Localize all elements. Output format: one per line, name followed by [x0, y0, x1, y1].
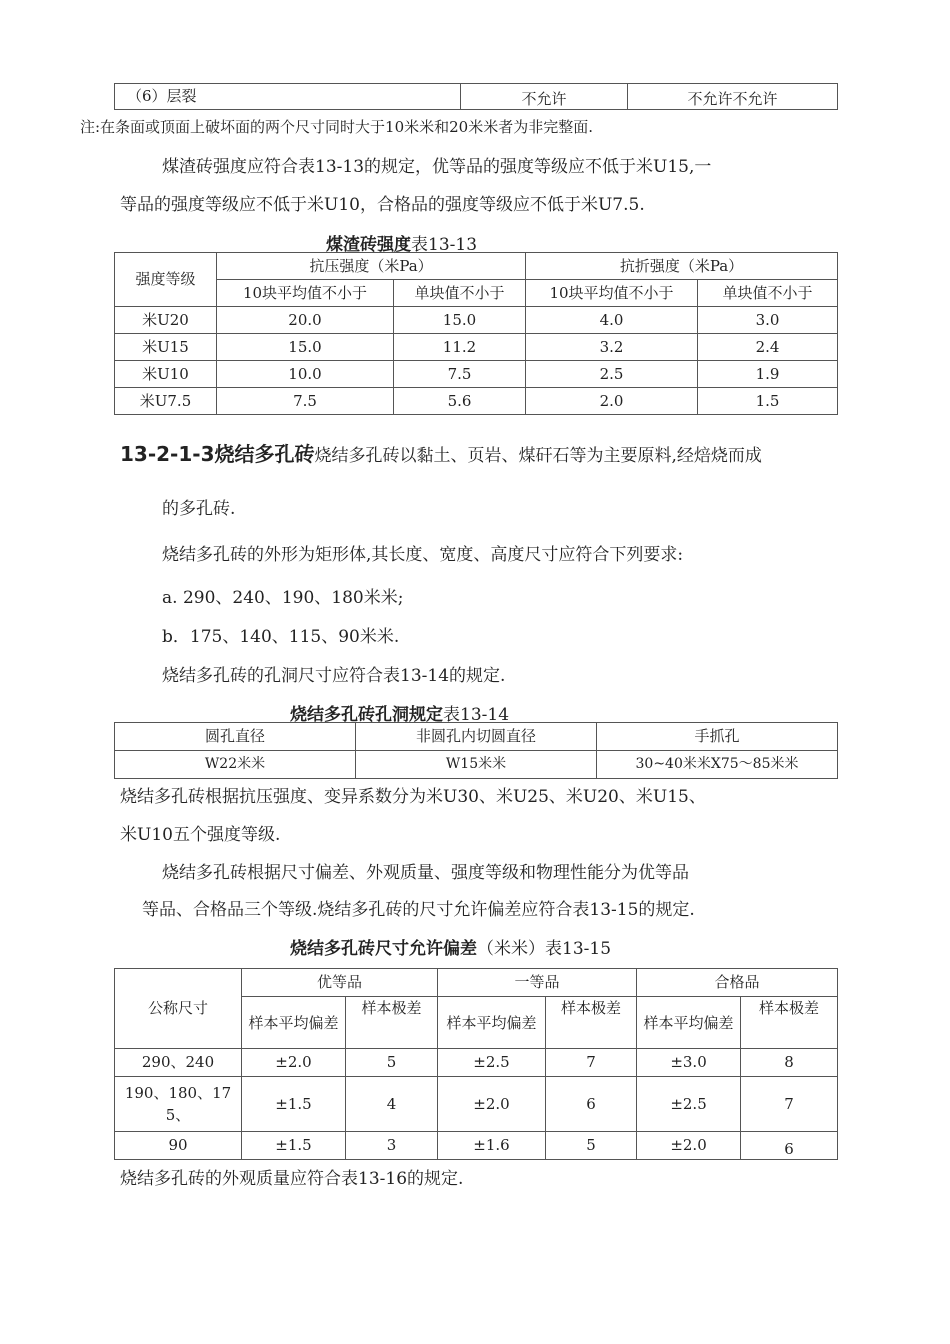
- para2: 烧结多孔砖的外形为矩形体,其长度、宽度、高度尺寸应符合下列要求:: [162, 545, 684, 565]
- cell: 15.0: [394, 307, 526, 334]
- cell: ±1.6: [438, 1132, 546, 1160]
- cell: ±2.5: [438, 1049, 546, 1077]
- para5-line2: 等品、合格品三个等级.烧结多孔砖的尺寸允许偏差应符合表13-15的规定.: [142, 900, 695, 920]
- table-13-14: [114, 722, 838, 779]
- header-grade-qualified: 合格品: [637, 969, 838, 997]
- header-cell: 非圆孔内切圆直径: [356, 723, 597, 751]
- cell: 3: [346, 1132, 438, 1160]
- cell: ±3.0: [637, 1049, 741, 1077]
- caption-rest: （米米）表13-15: [477, 939, 612, 959]
- cell: 3.2: [526, 334, 698, 361]
- header-single: 单块值不小于: [698, 280, 838, 307]
- header-range: 样本极差: [741, 997, 838, 1049]
- cell: 7.5: [217, 388, 394, 415]
- para3: 烧结多孔砖的孔洞尺寸应符合表13-14的规定.: [162, 666, 506, 686]
- cell: 2.4: [698, 334, 838, 361]
- header-cell: 圆孔直径: [115, 723, 356, 751]
- caption-bold: 烧结多孔砖尺寸允许偏差: [290, 939, 477, 959]
- cell: ±2.0: [438, 1077, 546, 1132]
- header-avg: 样本平均偏差: [438, 997, 546, 1049]
- header-cell: 手抓孔: [597, 723, 838, 751]
- cell: ±1.5: [242, 1077, 346, 1132]
- cell: 6: [546, 1077, 637, 1132]
- header-nominal: 公称尺寸: [115, 969, 242, 1049]
- list-item-b: b．175、140、115、90米米.: [162, 627, 400, 647]
- cell: W15米米: [356, 751, 597, 779]
- cell: 米U10: [115, 361, 217, 388]
- section-13-2-1-3: [120, 438, 762, 467]
- cell: 2.0: [526, 388, 698, 415]
- cell: 3.0: [698, 307, 838, 334]
- note: 注:在条面或顶面上破坏面的两个尺寸同时大于10米米和20米米者为非完整面.: [80, 118, 593, 136]
- cell: 5: [546, 1132, 637, 1160]
- cell: 1.5: [698, 388, 838, 415]
- header-grade-superior: 优等品: [242, 969, 438, 997]
- caption-bold: 烧结多孔砖孔洞规定: [290, 705, 443, 725]
- header-grade: 强度等级: [115, 253, 217, 307]
- cell: ±1.5: [242, 1132, 346, 1160]
- table-13-15-caption: [290, 934, 611, 959]
- cell: ±2.0: [637, 1132, 741, 1160]
- top-table-cell: （6）层裂: [115, 84, 461, 110]
- para4-line2: 米U10五个强度等级.: [120, 825, 281, 845]
- cell: 8: [741, 1049, 838, 1077]
- caption-rest: 表13-14: [443, 705, 510, 725]
- top-table-cell: 不允许: [461, 84, 628, 110]
- cell: 5: [346, 1049, 438, 1077]
- table-row: [115, 751, 838, 779]
- cell: 米U20: [115, 307, 217, 334]
- cell: 4: [346, 1077, 438, 1132]
- cell: ±2.0: [242, 1049, 346, 1077]
- table-row: [115, 1132, 838, 1160]
- cell: 10.0: [217, 361, 394, 388]
- table-row: [115, 307, 838, 334]
- caption-rest: 表13-13: [411, 235, 478, 255]
- section-text: 烧结多孔砖以黏土、页岩、煤矸石等为主要原料,经焙烧而成: [314, 446, 762, 466]
- section-heading: 13-2-1-3烧结多孔砖: [120, 442, 315, 466]
- cell: 90: [115, 1132, 242, 1160]
- cell: 7: [546, 1049, 637, 1077]
- header-avg: 10块平均值不小于: [217, 280, 394, 307]
- para1-line2: 等品的强度等级应不低于米U10，合格品的强度等级应不低于米U7.5.: [120, 195, 645, 215]
- header-flexural: 抗折强度（米Pa）: [526, 253, 838, 280]
- header-range: 样本极差: [346, 997, 438, 1049]
- cell: 米U15: [115, 334, 217, 361]
- header-avg: 样本平均偏差: [242, 997, 346, 1049]
- cell: 190、180、175、: [115, 1077, 242, 1132]
- table-row: [115, 334, 838, 361]
- cell: 4.0: [526, 307, 698, 334]
- top-table: [114, 83, 838, 110]
- header-range: 样本极差: [546, 997, 637, 1049]
- cell: ±2.5: [637, 1077, 741, 1132]
- table-row: [115, 388, 838, 415]
- table-13-13: [114, 252, 838, 415]
- table-13-15: [114, 968, 838, 1160]
- cell: 11.2: [394, 334, 526, 361]
- header-grade-first: 一等品: [438, 969, 637, 997]
- header-avg: 10块平均值不小于: [526, 280, 698, 307]
- caption-bold: 煤渣砖强度: [326, 235, 411, 255]
- cell: 5.6: [394, 388, 526, 415]
- cell: W22米米: [115, 751, 356, 779]
- list-item-a: a. 290、240、190、180米米;: [162, 588, 404, 608]
- cell: 290、240: [115, 1049, 242, 1077]
- cell: 15.0: [217, 334, 394, 361]
- cell: 6: [741, 1132, 838, 1160]
- cell: 2.5: [526, 361, 698, 388]
- para6: 烧结多孔砖的外观质量应符合表13-16的规定.: [120, 1169, 464, 1189]
- header-compressive: 抗压强度（米Pa）: [217, 253, 526, 280]
- table-row: [115, 361, 838, 388]
- para1-line1: 煤渣砖强度应符合表13-13的规定，优等品的强度等级应不低于米U15,一: [162, 157, 712, 177]
- top-table-cell: 不允许不允许: [628, 84, 838, 110]
- cell: 米U7.5: [115, 388, 217, 415]
- header-single: 单块值不小于: [394, 280, 526, 307]
- cell: 30~40米米X75〜85米米: [597, 751, 838, 779]
- section-text-line2: 的多孔砖.: [162, 499, 236, 519]
- cell: 7.5: [394, 361, 526, 388]
- para5-line1: 烧结多孔砖根据尺寸偏差、外观质量、强度等级和物理性能分为优等品: [162, 863, 689, 883]
- cell: 1.9: [698, 361, 838, 388]
- para4-line1: 烧结多孔砖根据抗压强度、变异系数分为米U30、米U25、米U20、米U15、: [120, 787, 706, 807]
- table-row: [115, 1049, 838, 1077]
- cell: 7: [741, 1077, 838, 1132]
- header-avg: 样本平均偏差: [637, 997, 741, 1049]
- table-row: [115, 1077, 838, 1132]
- cell: 20.0: [217, 307, 394, 334]
